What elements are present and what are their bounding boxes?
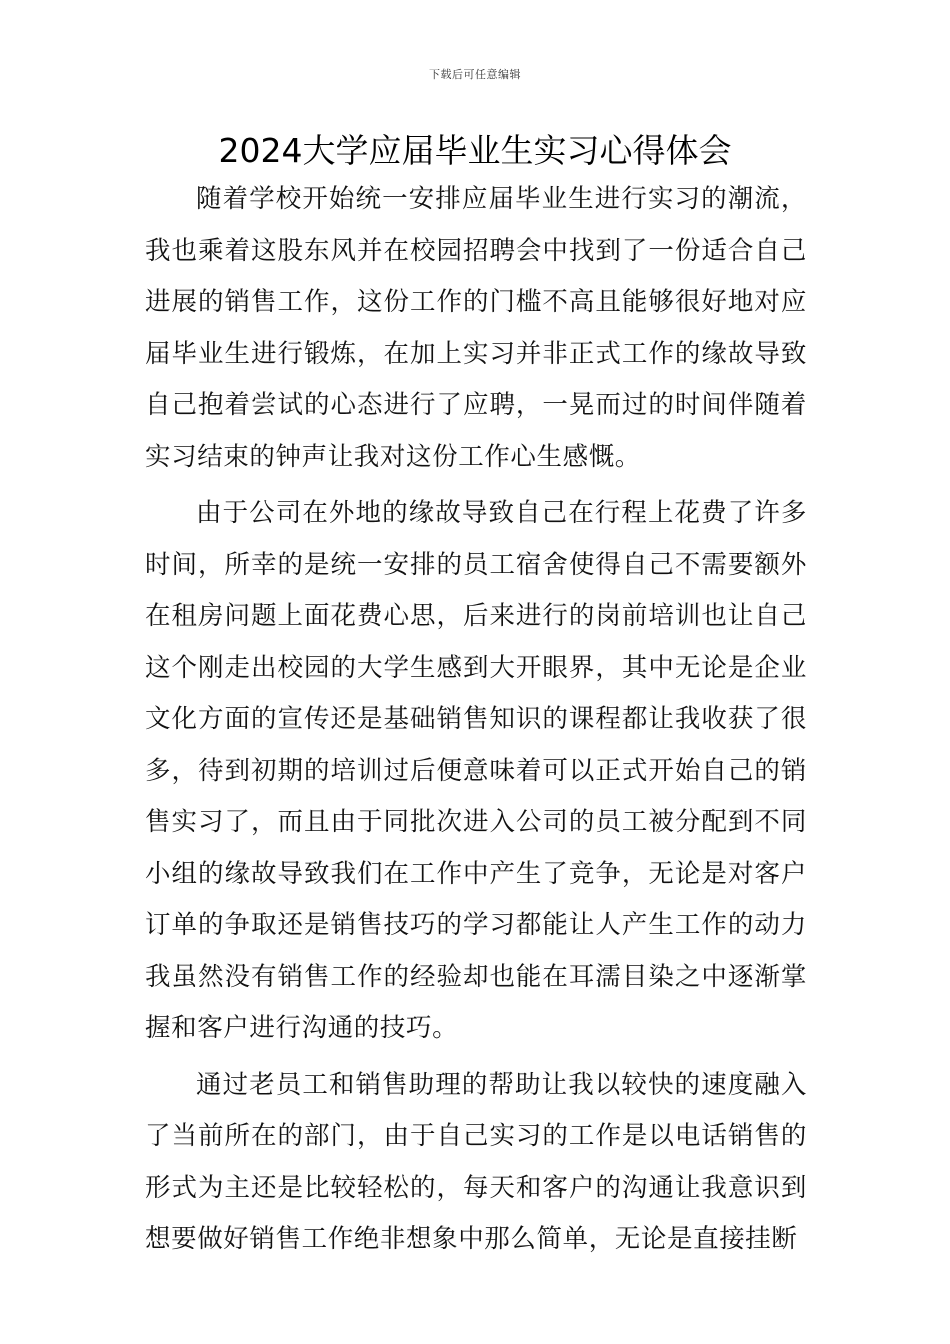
paragraph-2: 由于公司在外地的缘故导致自己在行程上花费了许多时间，所幸的是统一安排的员工宿舍使得自己不需要额外在租房问题上面花费心思，后来进行的岗前培训也让自己这个刚走出校园的大学生感到大开眼界，其中无论是企业文化方面的宣传还是基础销售知识的课程都让我收获了很多，待到初期的培训过后便意味着可以正式开始自己的销售实习了，而且由于同批次进入公司的员工被分配到不同小组的缘故导致我们在工作中产生了竞争，无论是对客户订单的争取还是销售技巧的学习都能让人产生工作的动力我虽然没有销售工作的经验却也能在耳濡目染之中逐渐掌握和客户进行沟通的技巧。 <box>145 498 807 1043</box>
paragraph-3: 通过老员工和销售助理的帮助让我以较快的速度融入了当前所在的部门，由于自己实习的工作是以电话销售的形式为主还是比较轻松的，每天和客户的沟通让我意识到想要做好销售工作绝非想象中那么简单，无论是直接挂断 <box>145 1069 807 1254</box>
document-body <box>145 174 807 1266</box>
paragraph-1: 随着学校开始统一安排应届毕业生进行实习的潮流，我也乘着这股东风并在校园招聘会中找到了一份适合自己进展的销售工作，这份工作的门槛不高且能够很好地对应届毕业生进行锻炼，在加上实习并非正式工作的缘故导致自己抱着尝试的心态进行了应聘，一晃而过的时间伴随着实习结束的钟声让我对这份工作心生感慨。 <box>145 184 807 472</box>
document-title: 2024大学应届毕业生实习心得体会 <box>218 131 732 170</box>
download-editable-note: 下载后可任意编辑 <box>429 68 521 81</box>
